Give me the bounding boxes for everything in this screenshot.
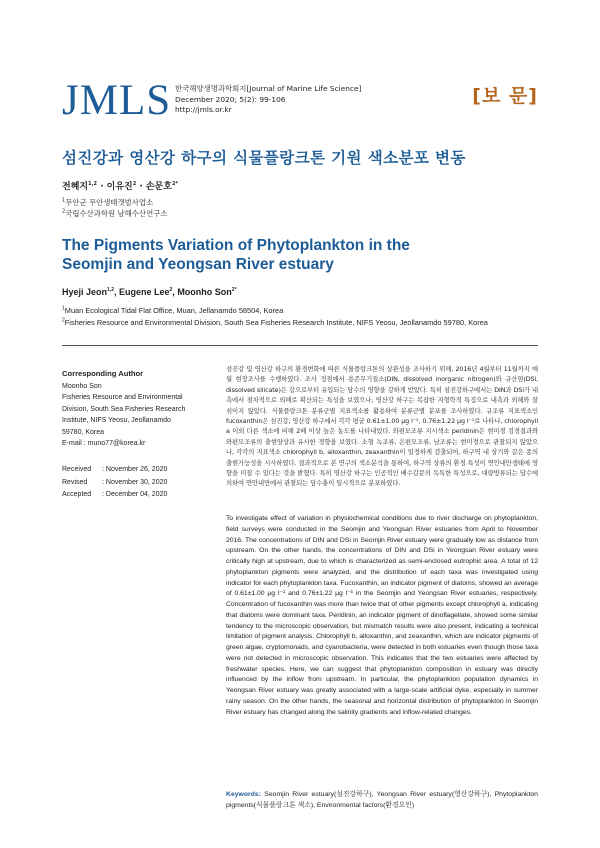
korean-affiliation-2: [62, 208, 168, 219]
english-title-line-2: Seomjin and Yeongsan River estuary: [62, 256, 334, 273]
author-sup: 1,2: [88, 181, 97, 187]
keywords-text: Seomjin River estuary(섬진강하구), Yeongsan River estuary(영산강하구), Phytoplankton pigments(식물플랑크톤 색소), Environmental factors(환경요인): [226, 791, 538, 809]
korean-abstract: 섬진강 및 영산강 하구의 환경변화에 따른 식물플랑크톤의 상관성을 조사하기 위해, 2016년 4월부터 11월까지 매월 현장조사를 수행하였다. 조사 정점에서 용존무기질소(DIN, dissolved inorganic nitrogen)와 규산염(DSi, dissolved silicate)은 강으로부터 유입되는 담수의 영향을 강하게 받았다. 특히 섬진강하구에서는 DIN과 DSi가 내측에서 점차적으로 외해로 확산되는 특성을 보였으나, 영산강 하구는 복잡한 지형학적 특징으로 내측과 외해와 잘 섞이지 않았다. 식물플랑크톤 분류군별 지표색소를 활용하여 분류군별 분포를 조사하였다. 규조류 지표색소인 fucoxanthin은 섬진강, 영산강 하구에서 각각 평균 0.61±1.00 μg l⁻¹, 0.76±1.22 μg l⁻¹로 나타나, chlorophyll a 이외 다른 색소에 비해 2배 이상 높은 농도를 나타내었다. 와편모조류 지시색소 peridinin은 현미경 검경결과와 와편모조류의 출현양상과 유사한 경향을 보였다. 소형 녹조류, 은편모조류, 남조류는 현미경으로 관찰되지 않았으나, 각각의 지표색소 chlorophyll b, alloxanthin, zeaxanthin이 일정하게 검출되어, 하구역 내 상기와 같은 종의 출현가능성을 시사하였다. 결과적으로 본 연구의 색소분석을 통하여, 하구역 상류의 환경 특성이 연안내만생태에 영향을 미칠 수 있다는 것을 밝혔다. 특히 영산강 하구는 인공적인 배수갑문의 독특한 특성으로, 대량방류되는 담수에 의하여 연안내만에서 관찰되는 담수충이 일시적으로 분포하였다.: [226, 366, 538, 488]
affiliation-sup: 1: [62, 305, 65, 312]
affiliation-text: Fisheries Resource and Environmental Division, South Sea Fisheries Research Institute, NIFS Yeosu, Jeollanamdo 59780, Korea: [64, 318, 488, 327]
english-abstract: To investigate effect of variation in physiochemical conditions due to river discharge on phytoplankton, field surveys were conducted in the Seomjin and Yeongsan River estuaries from April to November 2016. The concentrations of DIN and DSi in Seomjin River estuary were gradually low as distance from upstream. On the other hands, the concentrations of DIN and DSi in Yeongsan River estuary were critically high at upstream, due to which is characterized as semi-enclosed eutrophic area. A total of 12 phytoplankton pigments were analyzed, and the distribution of each taxa was investigated using indicator for each phytoplankton taxa. Fucoxanthin, an indicator pigment of diatoms, showed an average of 0.61±1.00 μg l⁻¹ and 0.76±1.22 μg l⁻¹ in the Seomjin and Yeongsan River estuaries, respectively. Concentration of fucoxanthin was more than twice that of other pigments except chlorophyll a, indicating that diatoms were dominant taxa. Peridinin, an indicator pigment of dinoflagellate, showed some similar tendency to the microscopic observation, but mismatch results were also present, indicating a technical limitation of pigment analysis. Chlorophyll b, alloxanthin, and zeaxanthin, which are indicator pigments of green algae, cryptomonads, and cyanobacteria, were detected in both estuaries even though those taxa were not detected in microscopic observation. This indicates that the two estuaries were affected by freshwater species. Here, we can suggest that phytoplankton composition in estuary was directly influenced by the inflow from upstream. In particular, the phytoplankton population dynamics in Yeongsan River estuary was greatly associated with a large-scale artificial dyke, especially in summer rainy season. On the other hands, the seasonal and horizontal distribution of phytoplankton in Seomjin River estuary has changed along the salinity gradients and inflow-related changes.: [226, 515, 538, 716]
corresponding-info-line: Fisheries Resource and Environmental: [62, 394, 183, 401]
corresponding-name: Moonho Son: [62, 382, 102, 390]
corresponding-heading: Corresponding Author: [62, 369, 144, 378]
keywords-label: Keywords:: [226, 791, 261, 798]
english-affiliation-2: [62, 317, 488, 328]
affiliation-sup: 2: [62, 208, 66, 215]
corresponding-info-line: 59780, Korea: [62, 428, 105, 436]
corresponding-email[interactable]: E-mail : muno77@korea.kr: [62, 440, 146, 447]
date-value: : November 30, 2020: [102, 478, 168, 486]
author-sup: 2: [169, 287, 173, 293]
author-name: 손문호: [145, 182, 172, 192]
korean-affiliation-1: [62, 197, 153, 208]
english-authors: Hyeji Jeon$^{1,2}$, Eugene Lee$^2$, Moonho Son$^{2*}$: [62, 287, 237, 297]
date-value: : December 04, 2020: [102, 491, 168, 498]
author-name: 이유진: [106, 182, 133, 192]
korean-authors: 전혜지$^{1,2}$ · 이유진$^2$ · 손문호$^{2*}$: [62, 181, 179, 192]
english-affiliation-1: [62, 305, 283, 316]
author-sup: 1,2: [107, 287, 114, 293]
section-divider: [62, 345, 538, 346]
accepted-date: [62, 489, 167, 502]
received-date: [62, 464, 167, 477]
affiliation-text: 무안군 무안생태갯벌사업소: [65, 198, 154, 207]
date-label: Accepted: [62, 491, 92, 498]
corresponding-info-line: Institute, NIFS Yeosu, Jeollanamdo: [62, 417, 171, 424]
author-sup: 2: [132, 181, 137, 187]
affiliation-sup: 1: [62, 197, 66, 204]
author-name: Eugene Lee: [119, 287, 170, 297]
journal-info: [175, 84, 361, 116]
affiliation-text: Muan Ecological Tidal Flat Office, Muan, Jellanamdo 58504, Korea: [64, 306, 284, 315]
affiliation-text: 국립수산과학원 남해수산연구소: [65, 209, 168, 218]
korean-title: 섬진강과 영산강 하구의 식물플랑크톤 기원 색소분포 변동: [62, 149, 466, 167]
author-name: Hyeji Jeon: [62, 287, 108, 297]
journal-url[interactable]: http://jmls.or.kr: [175, 105, 232, 114]
english-title-line-1: The Pigments Variation of Phytoplankton in the: [62, 237, 410, 254]
author-name: Moonho Son: [177, 287, 232, 297]
revised-date: [62, 477, 167, 490]
journal-name: 한국해양생명과학회지[Journal of Marine Life Science]: [175, 84, 362, 93]
date-value: : November 26, 2020: [102, 466, 168, 473]
author-sup: 2*: [172, 181, 179, 187]
article-type: [보 문]: [472, 85, 538, 107]
corresponding-author-box: [62, 368, 207, 450]
article-dates: [62, 464, 167, 502]
date-label: Revised: [62, 478, 88, 486]
date-label: Received: [62, 466, 92, 473]
keywords: [226, 790, 538, 812]
author-name: 전혜지: [62, 182, 89, 192]
english-title: [62, 236, 542, 274]
corresponding-info-line: Division, South Sea Fisheries Research: [62, 405, 186, 413]
author-sup: 2*: [231, 287, 237, 293]
affiliation-sup: 2: [62, 317, 65, 324]
journal-issue: December 2020; 5(2): 99-106: [175, 94, 286, 104]
journal-logo: JMLS: [62, 77, 172, 124]
